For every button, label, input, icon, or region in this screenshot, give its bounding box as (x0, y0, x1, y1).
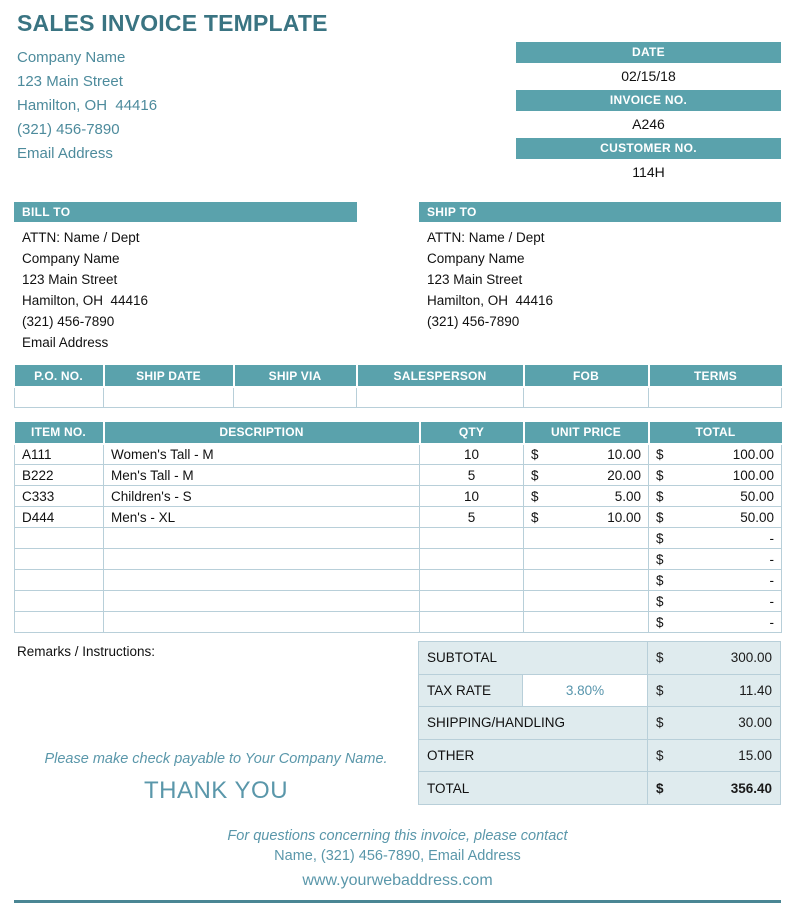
item-total-cell-currency: $ (656, 467, 664, 483)
item-unit-price-cell[interactable] (524, 570, 649, 591)
item-no-cell[interactable]: B222 (15, 465, 104, 486)
summary-value-shipping-handling[interactable] (648, 707, 781, 740)
items-header-cell: QTY (420, 422, 524, 444)
item-unit-price-cell-wrap (531, 447, 641, 462)
summary-value-total-wrap (656, 781, 772, 796)
summary-value-shipping-handling-currency: $ (656, 715, 664, 731)
items-header-row (15, 422, 782, 444)
item-no-cell[interactable] (15, 591, 104, 612)
ship-to-lines (419, 222, 781, 332)
item-unit-price-cell[interactable] (524, 486, 649, 507)
item-total-cell[interactable] (649, 549, 782, 570)
info-label-date: DATE (516, 42, 781, 63)
item-total-cell-amount: - (769, 551, 774, 567)
summary-value-tax-rate-wrap (656, 683, 772, 698)
summary-value-tax-rate[interactable] (648, 674, 781, 707)
po-value-cell[interactable] (524, 387, 649, 407)
item-unit-price-cell-amount: 5.00 (614, 488, 641, 504)
item-total-cell-wrap (656, 510, 774, 525)
item-unit-price-cell[interactable] (524, 528, 649, 549)
item-qty-cell[interactable]: 10 (420, 444, 524, 465)
item-qty-cell[interactable]: 10 (420, 486, 524, 507)
item-unit-price-cell[interactable] (524, 549, 649, 570)
items-header-cell: TOTAL (649, 422, 782, 444)
item-total-cell-wrap (656, 531, 774, 546)
item-unit-price-cell-currency: $ (531, 467, 539, 483)
po-value-cell[interactable] (15, 387, 104, 407)
ship-to-line[interactable]: 123 Main Street (427, 272, 523, 287)
item-unit-price-cell-wrap (531, 510, 641, 525)
summary-value-total-amount: 356.40 (730, 780, 772, 796)
summary-value-tax-rate-currency: $ (656, 682, 664, 698)
summary-label-subtotal: SUBTOTAL (419, 642, 648, 675)
item-total-cell-amount: - (769, 593, 774, 609)
po-value-cell[interactable] (104, 387, 234, 407)
item-unit-price-cell[interactable] (524, 465, 649, 486)
footer-contact-details: Name, (321) 456-7890, Email Address (274, 848, 521, 864)
summary-value-other[interactable] (648, 739, 781, 772)
summary-value-tax-rate-amount: 11.40 (739, 682, 772, 698)
company-city[interactable]: Hamilton, OH 44416 (17, 97, 158, 114)
summary-label-shipping-handling: SHIPPING/HANDLING (419, 707, 648, 740)
items-header-cell: ITEM NO. (15, 422, 104, 444)
ship-to-line[interactable]: ATTN: Name / Dept (427, 230, 545, 245)
po-value-cell[interactable] (649, 387, 782, 407)
item-unit-price-cell[interactable] (524, 444, 649, 465)
item-total-cell[interactable] (649, 528, 782, 549)
summary-label-tax-rate: TAX RATE (419, 674, 523, 707)
company-street[interactable]: 123 Main Street (17, 73, 123, 90)
item-total-cell[interactable] (649, 444, 782, 465)
po-value-row (15, 387, 782, 407)
addresses-section (14, 202, 781, 353)
item-total-cell-amount: - (769, 572, 774, 588)
po-table (14, 365, 782, 408)
summary-row-total (419, 772, 781, 805)
po-value-cell[interactable] (234, 387, 357, 407)
info-value-invoice-no[interactable]: A246 (632, 116, 665, 132)
item-total-cell-wrap (656, 552, 774, 567)
bill-to-line[interactable]: Company Name (22, 251, 120, 266)
item-qty-cell[interactable] (420, 591, 524, 612)
item-total-cell[interactable] (649, 612, 782, 633)
item-total-cell-amount: - (769, 614, 774, 630)
info-label-customer-no: CUSTOMER NO. (516, 138, 781, 159)
item-total-cell-amount: 100.00 (732, 467, 774, 483)
item-empty-row (15, 570, 782, 591)
summary-row-other (419, 739, 781, 772)
item-row (15, 465, 782, 486)
po-header-cell: P.O. NO. (15, 365, 104, 387)
summary-value-subtotal[interactable] (648, 642, 781, 675)
item-qty-cell[interactable] (420, 612, 524, 633)
item-unit-price-cell-currency: $ (531, 446, 539, 462)
company-phone[interactable]: (321) 456-7890 (17, 121, 120, 138)
item-total-cell-currency: $ (656, 593, 664, 609)
item-no-cell[interactable] (15, 549, 104, 570)
item-empty-row (15, 528, 782, 549)
item-total-cell-currency: $ (656, 614, 664, 630)
items-header-cell: DESCRIPTION (104, 422, 420, 444)
item-no-cell[interactable] (15, 570, 104, 591)
po-header-cell: SHIP VIA (234, 365, 357, 387)
item-total-cell-wrap (656, 615, 774, 630)
footer-section (14, 826, 781, 903)
ship-to-line[interactable]: Company Name (427, 251, 525, 266)
item-no-cell[interactable]: C333 (15, 486, 104, 507)
remarks-label[interactable]: Remarks / Instructions: (17, 644, 156, 659)
item-total-cell-wrap (656, 447, 774, 462)
po-header-cell: TERMS (649, 365, 782, 387)
item-qty-cell[interactable]: 5 (420, 507, 524, 528)
po-header-cell: SHIP DATE (104, 365, 234, 387)
po-value-cell[interactable] (357, 387, 524, 407)
item-unit-price-cell-amount: 10.00 (607, 509, 641, 525)
item-total-cell[interactable] (649, 465, 782, 486)
bill-to-heading: BILL TO (14, 202, 357, 222)
summary-value-subtotal-wrap (656, 650, 772, 665)
summary-label-other: OTHER (419, 739, 648, 772)
item-empty-row (15, 549, 782, 570)
item-unit-price-cell[interactable] (524, 507, 649, 528)
item-total-cell-currency: $ (656, 509, 664, 525)
bill-to-lines (14, 222, 357, 353)
item-description-cell[interactable] (104, 591, 420, 612)
po-header-cell: FOB (524, 365, 649, 387)
summary-value-subtotal-amount: 300.00 (730, 650, 772, 666)
bill-to-block (14, 202, 357, 353)
po-header-row (15, 365, 782, 387)
footer-contact-line: For questions concerning this invoice, please contact (227, 828, 568, 844)
ship-to-block (419, 202, 781, 353)
item-total-cell-wrap (656, 573, 774, 588)
check-payable-note: Please make check payable to Your Company Name. (44, 751, 388, 767)
address-gap (357, 202, 419, 353)
summary-row-subtotal (419, 642, 781, 675)
bill-to-line[interactable]: Email Address (22, 335, 109, 350)
item-description-cell[interactable]: Men's - XL (104, 507, 420, 528)
summary-label-total: TOTAL (419, 772, 648, 805)
item-unit-price-cell-currency: $ (531, 509, 539, 525)
item-total-cell-amount: - (769, 530, 774, 546)
item-description-cell[interactable] (104, 528, 420, 549)
bill-to-line[interactable]: 123 Main Street (22, 272, 118, 287)
item-row (15, 507, 782, 528)
item-description-cell[interactable] (104, 612, 420, 633)
item-total-cell-currency: $ (656, 488, 664, 504)
summary-value-shipping-handling-amount: 30.00 (738, 715, 772, 731)
summary-value-total[interactable] (648, 772, 781, 805)
info-value-customer-no[interactable]: 114H (632, 164, 665, 180)
item-no-cell[interactable] (15, 528, 104, 549)
po-header-cell: SALESPERSON (357, 365, 524, 387)
bill-to-line[interactable]: Hamilton, OH 44416 (22, 293, 149, 308)
company-name[interactable]: Company Name (17, 49, 126, 66)
item-total-cell-wrap (656, 468, 774, 483)
item-unit-price-cell[interactable] (524, 612, 649, 633)
company-email[interactable]: Email Address (17, 145, 113, 162)
item-no-cell[interactable] (15, 612, 104, 633)
item-total-cell-currency: $ (656, 551, 664, 567)
footer-website[interactable]: www.yourwebaddress.com (302, 872, 493, 889)
summary-value-total-currency: $ (656, 780, 664, 796)
bottom-section (14, 636, 781, 805)
ship-to-heading: SHIP TO (419, 202, 781, 222)
remarks-block (14, 636, 418, 805)
item-no-cell[interactable]: D444 (15, 507, 104, 528)
item-total-cell[interactable] (649, 591, 782, 612)
item-unit-price-cell-wrap (531, 489, 641, 504)
company-block (14, 10, 516, 186)
ship-to-line[interactable]: (321) 456-7890 (427, 314, 520, 329)
item-unit-price-cell-amount: 20.00 (607, 467, 641, 483)
item-qty-cell[interactable]: 5 (420, 465, 524, 486)
item-total-cell-wrap (656, 489, 774, 504)
item-total-cell[interactable] (649, 507, 782, 528)
item-row (15, 486, 782, 507)
summary-table (418, 641, 781, 805)
item-unit-price-cell-wrap (531, 468, 641, 483)
bill-to-line[interactable]: (321) 456-7890 (22, 314, 115, 329)
tax-rate-input[interactable]: 3.80% (523, 674, 648, 707)
item-total-cell-currency: $ (656, 530, 664, 546)
item-description-cell[interactable] (104, 570, 420, 591)
summary-value-other-amount: 15.00 (738, 748, 772, 764)
item-description-cell[interactable]: Men's Tall - M (104, 465, 420, 486)
items-header-cell: UNIT PRICE (524, 422, 649, 444)
item-row (15, 444, 782, 465)
item-qty-cell[interactable] (420, 528, 524, 549)
item-qty-cell[interactable] (420, 570, 524, 591)
item-total-cell-currency: $ (656, 572, 664, 588)
item-description-cell[interactable]: Children's - S (104, 486, 420, 507)
summary-value-shipping-handling-wrap (656, 715, 772, 730)
summary-value-subtotal-currency: $ (656, 650, 664, 666)
item-total-cell-amount: 50.00 (740, 488, 774, 504)
item-total-cell[interactable] (649, 486, 782, 507)
ship-to-line[interactable]: Hamilton, OH 44416 (427, 293, 554, 308)
item-description-cell[interactable] (104, 549, 420, 570)
summary-value-other-currency: $ (656, 748, 664, 764)
summary-row-shipping-handling (419, 707, 781, 740)
summary-row-tax-rate (419, 674, 781, 707)
info-value-date[interactable]: 02/15/18 (621, 68, 676, 84)
item-empty-row (15, 612, 782, 633)
invoice-info-panel (516, 42, 781, 186)
item-total-cell[interactable] (649, 570, 782, 591)
bill-to-line[interactable]: ATTN: Name / Dept (22, 230, 140, 245)
item-no-cell[interactable]: A111 (15, 444, 104, 465)
item-qty-cell[interactable] (420, 549, 524, 570)
info-label-invoice-no: INVOICE NO. (516, 90, 781, 111)
item-unit-price-cell[interactable] (524, 591, 649, 612)
item-total-cell-amount: 50.00 (740, 509, 774, 525)
thank-you-text: THANK YOU (143, 777, 289, 804)
item-unit-price-cell-currency: $ (531, 488, 539, 504)
summary-value-other-wrap (656, 748, 772, 763)
items-table (14, 422, 782, 634)
item-unit-price-cell-amount: 10.00 (607, 446, 641, 462)
page-title: SALES INVOICE TEMPLATE (17, 10, 328, 36)
item-empty-row (15, 591, 782, 612)
item-total-cell-currency: $ (656, 446, 664, 462)
item-total-cell-amount: 100.00 (732, 446, 774, 462)
header-section (14, 10, 781, 186)
item-total-cell-wrap (656, 594, 774, 609)
item-description-cell[interactable]: Women's Tall - M (104, 444, 420, 465)
